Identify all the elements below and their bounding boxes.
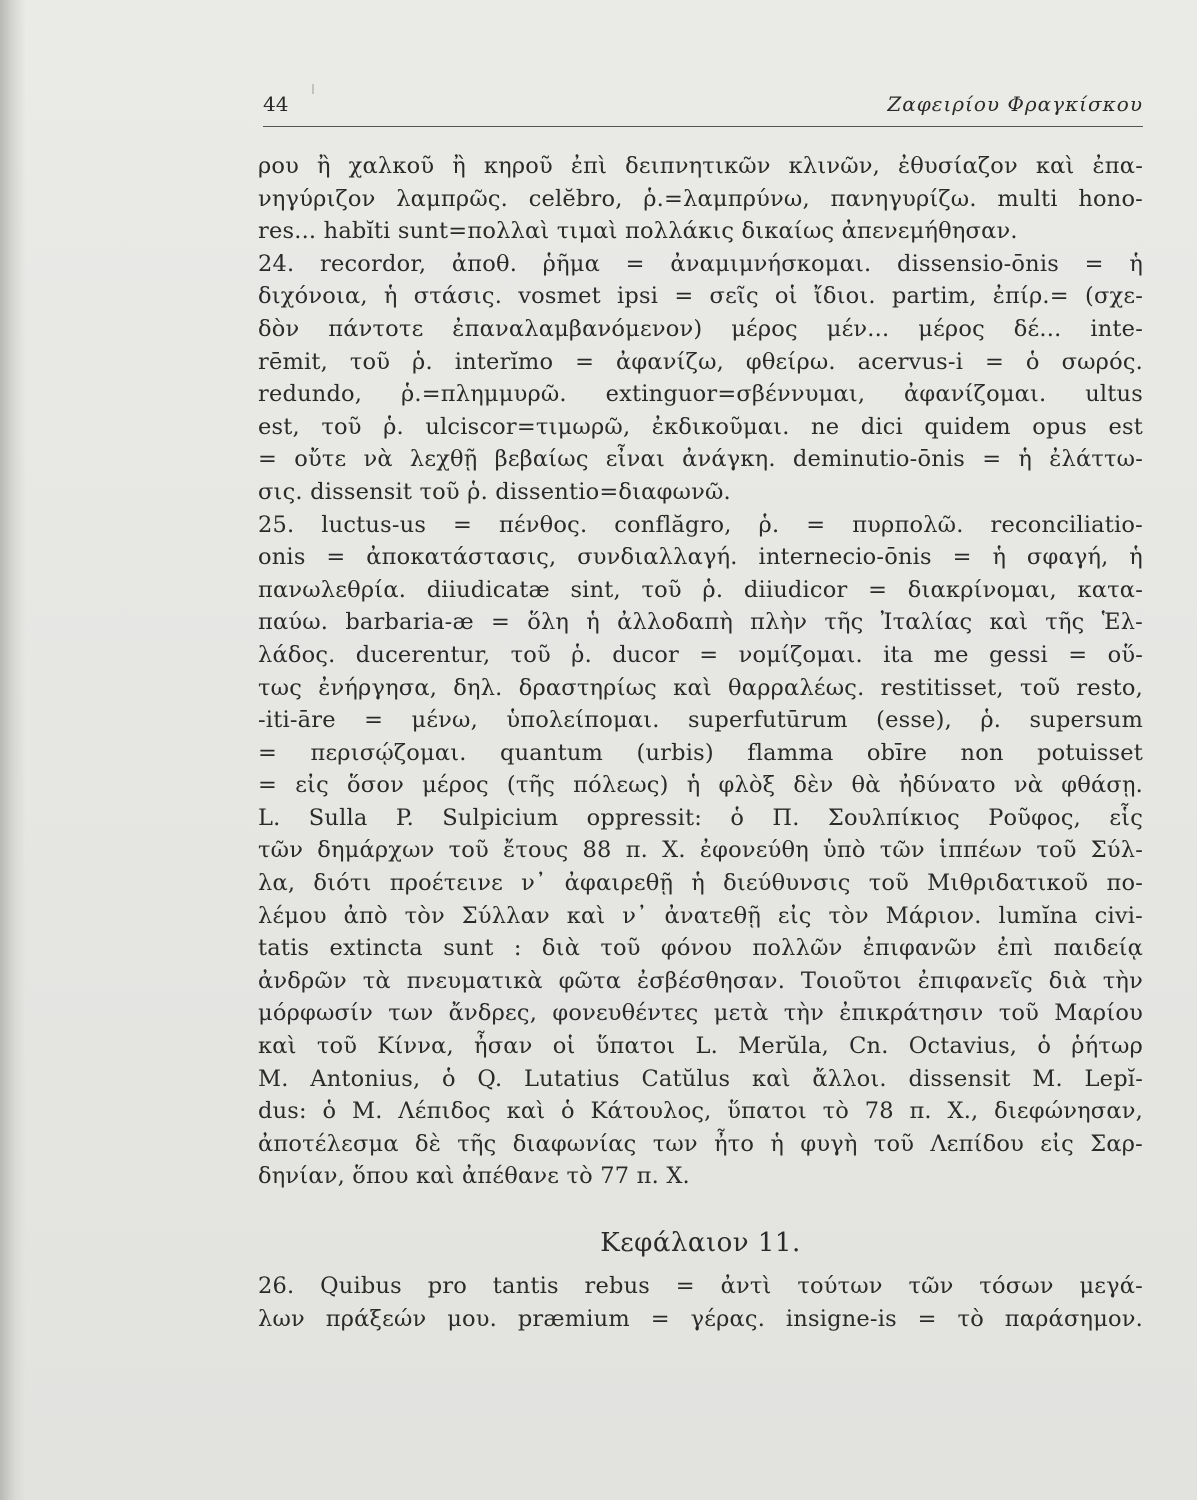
text-line: L. Sulla P. Sulpicium oppressit: ὁ Π. Σουλπίκιος Ροῦφος, εἷς xyxy=(258,804,1143,831)
text-line: 24. recordor, ἀποθ. ῥῆμα = ἀναμιμνήσκομαι. dissensio-ōnis = ἡ xyxy=(258,250,1143,277)
text-line: tatis extincta sunt : διὰ τοῦ φόνου πολλῶν ἐπιφανῶν ἐπὶ παιδείᾳ xyxy=(258,935,1143,962)
text-line: λάδος. ducerentur, τοῦ ῥ. ducor = νομίζομαι. ita me gessi = οὕ- xyxy=(258,641,1143,668)
text-line: λα, διότι προέτεινε ν᾽ ἀφαιρεθῇ ἡ διεύθυνσις τοῦ Μιθριδατικοῦ πο- xyxy=(258,870,1143,897)
text-line: διχόνοια, ἡ στάσις. vosmet ipsi = σεῖς οἱ ἴδιοι. partim, ἐπίρ.= (σχε- xyxy=(258,283,1143,310)
text-line: τως ἐνήργησα, δηλ. δραστηρίως καὶ θαρραλέως. restitisset, τοῦ resto, xyxy=(258,674,1143,701)
text-line: -iti-āre = μένω, ὑπολείπομαι. superfutūrum (esse), ῥ. supersum xyxy=(258,707,1143,734)
text-line: δηνίαν, ὅπου καὶ ἀπέθανε τὸ 77 π. Χ. xyxy=(258,1163,690,1190)
text-line: = περισῴζομαι. quantum (urbis) flamma obīre non potuisset xyxy=(258,739,1143,766)
text-line: est, τοῦ ῥ. ulciscor=τιμωρῶ, ἐκδικοῦμαι. ne dici quidem opus est xyxy=(258,413,1143,440)
text-line: ἀποτέλεσμα δὲ τῆς διαφωνίας των ἦτο ἡ φυγὴ τοῦ Λεπίδου εἰς Σαρ- xyxy=(258,1130,1143,1157)
text-line: καὶ τοῦ Κίννα, ἦσαν οἱ ὕπατοι L. Merŭla, Cn. Octavius, ὁ ῥήτωρ xyxy=(258,1033,1143,1060)
text-line: σις. dissensit τοῦ ῥ. dissentio=διαφωνῶ. xyxy=(258,478,731,505)
text-line: res... habĭti sunt=πολλαὶ τιμαὶ πολλάκις δικαίως ἀπενεμήθησαν. xyxy=(258,218,1018,245)
text-line: λέμου ἀπὸ τὸν Σύλλαν καὶ ν᾽ ἀνατεθῇ εἰς τὸν Μάριον. lumĭna civi- xyxy=(258,902,1143,929)
text-line: μόρφωσίν των ἄνδρες, φονευθέντες μετὰ τὴν ἐπικράτησιν τοῦ Μαρίου xyxy=(258,1000,1143,1027)
text-line: M. Antonius, ὁ Q. Lutatius Catŭlus καὶ ἄλλοι. dissensit M. Lepĭ- xyxy=(258,1065,1143,1092)
text-line: ρου ἢ χαλκοῦ ἢ κηροῦ ἐπὶ δειπνητικῶν κλινῶν, ἐθυσίαζον καὶ ἐπα- xyxy=(258,153,1143,179)
text-line: παύω. barbaria-æ = ὅλη ἡ ἀλλοδαπὴ πλὴν τῆς Ἰταλίας καὶ τῆς Ἑλ- xyxy=(258,609,1143,636)
page-number: 44 xyxy=(263,92,289,116)
page-edge-shadow xyxy=(0,0,26,1500)
text-line: dus: ὁ Μ. Λέπιδος καὶ ὁ Κάτουλος, ὕπατοι τὸ 78 π. Χ., διεφώνησαν, xyxy=(258,1098,1143,1125)
text-line: δὸν πάντοτε ἐπαναλαμβανόμενον) μέρος μέν... μέρος δέ... inte- xyxy=(258,315,1143,342)
text-line: redundo, ῥ.=πλημμυρῶ. extinguor=σβέννυμαι, ἀφανίζομαι. ultus xyxy=(258,381,1143,408)
text-line: νηγύριζον λαμπρῶς. celĕbro, ῥ.=λαμπρύνω, πανηγυρίζω. multi hono- xyxy=(258,185,1143,212)
text-line: τῶν δημάρχων τοῦ ἔτους 88 π. Χ. ἐφονεύθη ὑπὸ τῶν ἱππέων τοῦ Σύλ- xyxy=(258,837,1143,864)
text-line: 25. luctus-us = πένθος. conflăgro, ῥ. = πυρπολῶ. reconciliatio- xyxy=(258,511,1143,538)
body-text xyxy=(258,150,1143,1193)
text-line: onis = ἀποκατάστασις, συνδιαλλαγή. internecio-ōnis = ἡ σφαγή, ἡ xyxy=(258,544,1143,571)
chapter-heading: Κεφάλαιον 11. xyxy=(600,1228,801,1258)
page-header xyxy=(263,92,1143,127)
text-line: = εἰς ὅσον μέρος (τῆς πόλεως) ἡ φλὸξ δὲν θὰ ἠδύνατο νὰ φθάσῃ. xyxy=(258,772,1143,799)
text-line: rēmit, τοῦ ῥ. interĭmo = ἀφανίζω, φθείρω. acervus-i = ὁ σωρός. xyxy=(258,348,1143,375)
text-line: πανωλεθρία. diiudicatæ sint, τοῦ ῥ. diiudicor = διακρίνομαι, κατα- xyxy=(258,576,1143,603)
text-line: = οὔτε νὰ λεχθῇ βεβαίως εἶναι ἀνάγκη. deminutio-ōnis = ἡ ἐλάττω- xyxy=(258,446,1143,473)
chapter-text xyxy=(258,1270,1143,1335)
text-line: ἀνδρῶν τὰ πνευματικὰ φῶτα ἐσβέσθησαν. Τοιοῦτοι ἐπιφανεῖς διὰ τὴν xyxy=(258,967,1143,994)
text-line: λων πράξεών μου. præmium = γέρας. insigne-is = τὸ παράσημον. xyxy=(258,1305,1143,1332)
text-line: 26. Quibus pro tantis rebus = ἀντὶ τούτων τῶν τόσων μεγά- xyxy=(258,1273,1143,1299)
running-title: Ζαφειρίου Φραγκίσκου xyxy=(887,92,1143,116)
